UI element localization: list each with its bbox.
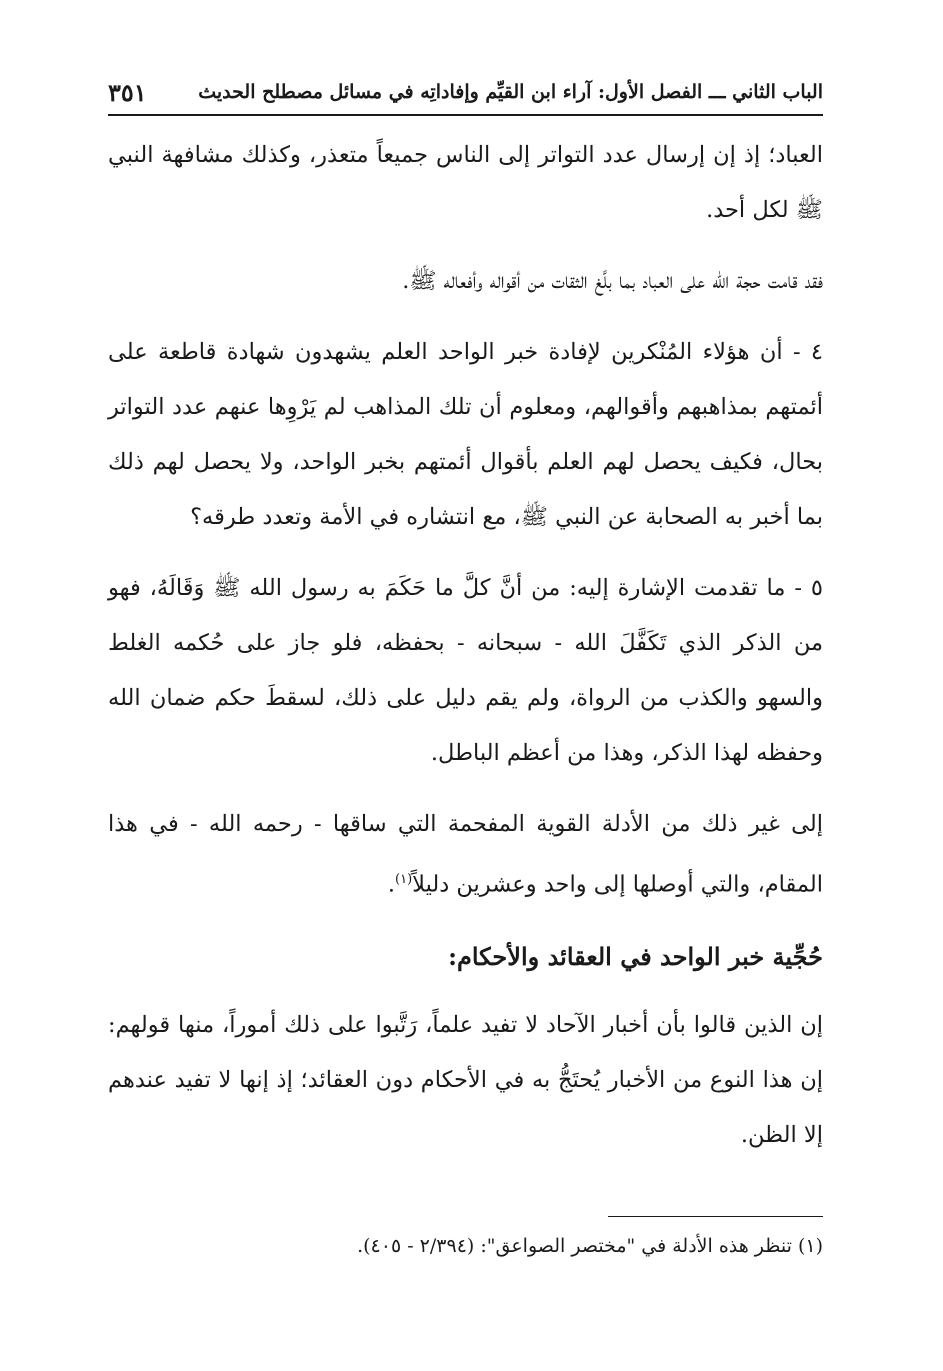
footnote-divider: [608, 1216, 823, 1217]
header-title: الباب الثاني ـــ الفصل الأول: آراء ابن القيِّم وإفاداتِه في مسائل مصطلح الحديث: [198, 81, 823, 103]
paragraph-5: إلى غير ذلك من الأدلة القوية المفحمة التي ساقها - رحمه الله - في هذا المقام، والتي أوصلها إلى واحد وعشرين دليلاً$^{(١)}$.: [108, 811, 823, 898]
paragraph-6: إن الذين قالوا بأن أخبار الآحاد لا تفيد علماً، رَتَّبوا على ذلك أموراً، منها قولهم: إن هذا النوع من الأخبار يُحتَجُّ به في الأحكام دون العقائد؛ إذ إنها لا تفيد عندهم إلا الظن.: [108, 1011, 823, 1148]
paragraph-5-text: إلى غير ذلك من الأدلة القوية المفحمة التي ساقها - رحمه الله - في هذا المقام، والتي أوصلها إلى واحد وعشرين دليلاً: [108, 811, 823, 898]
page-body: [108, 128, 823, 1179]
paragraph-3: ٤ - أن هؤلاء المُنْكرين لإفادة خبر الواحد العلم يشهدون شهادة قاطعة على أئمتهم بمذاهبهم وأقوالهم، ومعلوم أن تلك المذاهب لم يَرْوِها عنهم عدد التواتر بحال، فكيف يحصل لهم العلم بأقوال أئمتهم بخبر الواحد، ولا يحصل لهم ذلك بما أخبر به الصحابة عن النبي ﷺ، مع انتشاره في الأمة وتعدد طرقه؟: [108, 339, 823, 530]
book-page: [108, 70, 823, 1340]
paragraph-1: العباد؛ إذ إن إرسال عدد التواتر إلى الناس جميعاً متعذر، وكذلك مشافهة النبي ﷺ لكل أحد.: [108, 142, 823, 223]
footnote-reference: (١): [395, 872, 413, 887]
paragraph-2: فقد قامت حجة الله على العباد بما بلَّغ الثقات من أقواله وأفعاله ﷺ.: [402, 268, 823, 294]
section-heading: حُجِّية خبر الواحد في العقائد والأحكام:: [448, 941, 823, 971]
footnote: (١) تنظر هذه الأدلة في "مختصر الصواعق": (٢/٣٩٤ - ٤٠٥).: [357, 1235, 823, 1257]
page-number: ٣٥١: [108, 77, 147, 107]
paragraph-4: ٥ - ما تقدمت الإشارة إليه: من أنَّ كلَّ ما حَكَمَ به رسول الله ﷺ وَقَالَهُ، فهو من الذكر الذي تَكَفَّلَ الله - سبحانه - بحفظه، فلو جاز على حُكمه الغلط والسهو والكذب من الرواة، ولم يقم دليل على ذلك، لسقطَ حكم ضمان الله وحفظه لهذا الذكر، وهذا من أعظم الباطل.: [108, 575, 823, 766]
running-header: [108, 70, 823, 116]
